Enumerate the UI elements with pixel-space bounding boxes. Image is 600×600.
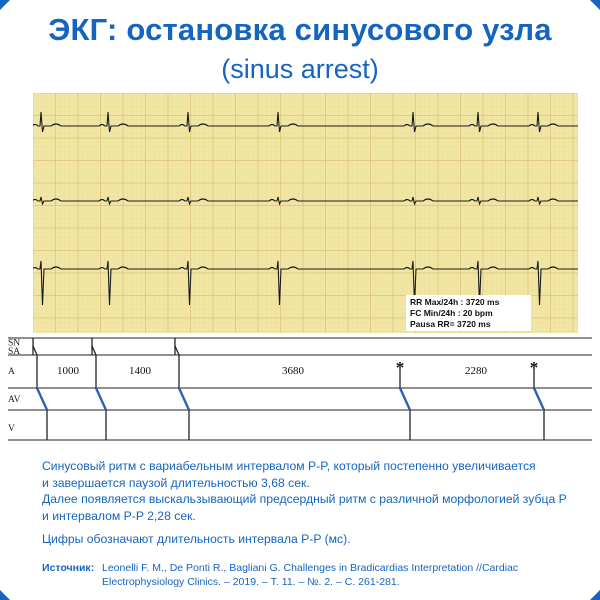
ladder-av-conduction-2	[96, 388, 106, 410]
description-line: и интервалом P-P 2,28 сек.	[42, 508, 196, 523]
ladder-label-v: V	[8, 424, 15, 434]
ladder-label-sa: SA	[8, 347, 21, 357]
corner-accent-top-left	[0, 0, 10, 10]
description-line: Синусовый ритм с вариабельным интервалом P-P, который постепенно увеличивается	[42, 459, 536, 473]
source-label: Источник:	[42, 562, 95, 574]
ladder-label-sn: SN	[8, 338, 21, 349]
ecg-info-pausa: Pausa RR= 3720 ms	[410, 319, 491, 329]
ladder-interval-4: 2280	[465, 365, 487, 377]
description-note: Цифры обозначают длительность интервала P-P (мс).	[42, 532, 351, 546]
corner-accent-top-right	[590, 0, 600, 10]
ladder-escape-marker-2: *	[529, 358, 539, 377]
ecg-info-fc-min: FC Min/24h : 20 bpm	[410, 308, 493, 318]
source-citation	[42, 561, 582, 589]
ladder-av-conduction-4	[400, 388, 410, 410]
source-line-2: Electrophysiology Clinics. – 2019. – Т. 11. – №. 2. – С. 261-281.	[102, 576, 400, 588]
ecg-info-rr-max: RR Max/24h : 3720 ms	[410, 297, 500, 307]
description-line: и завершается паузой длительностью 3,68 сек.	[42, 475, 310, 490]
ladder-label-av: AV	[8, 395, 21, 405]
ladder-interval-3: 3680	[282, 365, 304, 377]
ecg-info-box	[406, 295, 531, 331]
page-subtitle: (sinus arrest)	[221, 54, 379, 84]
description-line: Далее появляется выскальзывающий предсердный ритм с различной морфологией зубца P	[42, 492, 567, 506]
source-line-1: Leonelli F. M., De Ponti R., Bagliani G. Challenges in Bradicardias Interpretation //Cardiac	[102, 562, 519, 574]
ladder-escape-marker-1: *	[395, 358, 405, 377]
ladder-av-conduction-5	[534, 388, 544, 410]
ecg-strip	[33, 93, 578, 333]
ladder-av-conduction-3	[179, 388, 189, 410]
page-title: ЭКГ: остановка синусового узла	[48, 12, 552, 47]
corner-accent-bottom-right	[590, 590, 600, 600]
description	[42, 458, 582, 548]
ladder-label-a: A	[8, 367, 15, 377]
ladder-av-conduction-1	[37, 388, 47, 410]
ladder-interval-1: 1000	[57, 365, 79, 377]
ladder-interval-2: 1400	[129, 365, 151, 377]
ladder-diagram	[0, 330, 600, 442]
corner-accent-bottom-left	[0, 590, 10, 600]
